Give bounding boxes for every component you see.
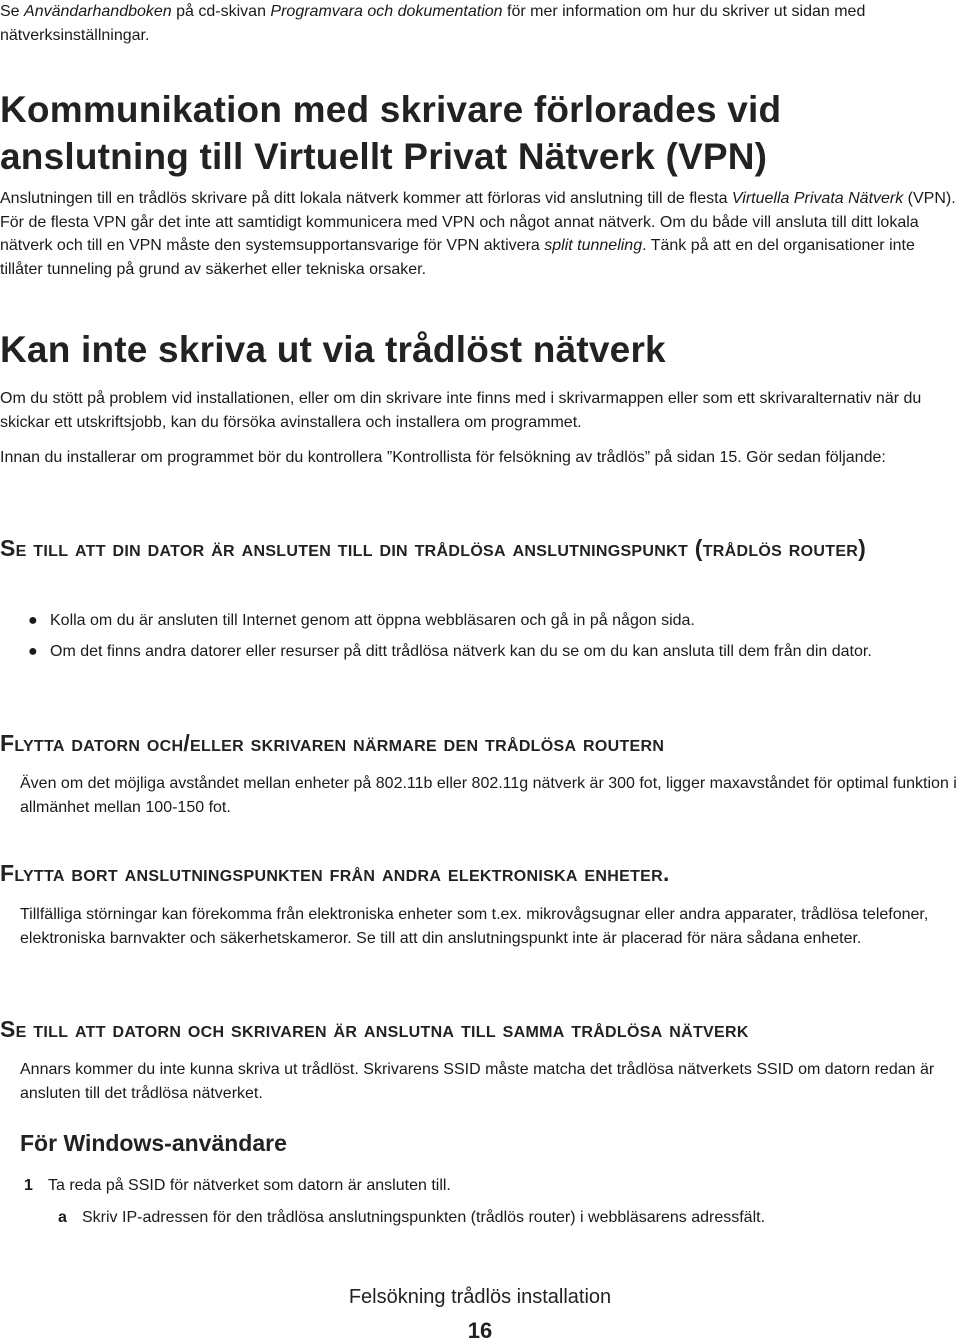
step-letter: a [58, 1209, 67, 1226]
wireless-heading: Kan inte skriva ut via trådlöst nätverk [0, 329, 666, 370]
vpn-heading: Kommunikation med skrivare förlorades vid anslutning till Virtuellt Privat Nätverk (VPN) [0, 89, 782, 177]
vpn-italic: split tunneling [544, 237, 643, 254]
bullet-icon: ● [28, 643, 38, 660]
section-3-text: Tillfälliga störningar kan förekomma från elektroniska enheter som t.ex. mikrovågsugnar eller andra apparater, trådlösa telefoner, elektroniska barnvakter och säkerhetskameror. Se till att din anslutningspunkt inte är placerad för nära sådana enheter. [20, 906, 929, 947]
intro-text: för mer information om hur du skriver ut sidan med nätverksinställningar. [0, 3, 866, 44]
bullet-text: Om det finns andra datorer eller resurser på ditt trådlösa nätverk kan du se om du kan ansluta till dem från din dator. [50, 643, 872, 660]
intro-italic-title: Användarhandboken [24, 3, 172, 20]
footer-title: Felsökning trådlös installation [348, 1286, 612, 1308]
bullet-text: Kolla om du är ansluten till Internet genom att öppna webbläsaren och gå in på någon sida. [50, 612, 695, 629]
wireless-paragraph-1: Om du stött på problem vid installationen, eller om din skrivare inte finns med i skrivarmappen eller som ett skrivaralternativ när du skickar ett utskriftsjobb, kan du försöka avinstallera och installera om programmet. [0, 390, 922, 431]
vpn-text: . Tänk på att en del organisationer inte tillåter tunneling på grund av säkerhet eller tekniska orsaker. [0, 237, 915, 278]
section-3-heading: Flytta bort anslutningspunkten från andra elektroniska enheter. [0, 860, 670, 886]
vpn-text: (VPN). För de flesta VPN går det inte att samtidigt kommunicera med VPN och något annat nätverk. Om du både vill ansluta till ditt lokala nätverk och till en VPN måste den systemsupportansvarige för VPN aktivera [0, 190, 956, 254]
vpn-paragraph [0, 187, 958, 281]
step-number: 1 [24, 1177, 33, 1194]
intro-paragraph [0, 0, 958, 47]
windows-heading: För Windows-användare [20, 1130, 287, 1156]
vpn-text: Anslutningen till en trådlös skrivare på ditt lokala nätverk kommer att förloras vid anslutning till de flesta [0, 190, 732, 207]
vpn-italic: Virtuella Privata Nätverk [731, 190, 904, 207]
section-2-text: Även om det möjliga avståndet mellan enheter på 802.11b eller 802.11g nätverk är 300 fot, ligger maxavståndet för optimal funktion i allmänhet mellan 100-150 fot. [20, 775, 957, 816]
step-text: Ta reda på SSID för nätverket som datorn är ansluten till. [48, 1177, 451, 1194]
intro-italic-title: Programvara och dokumentation [270, 3, 503, 20]
intro-text: på cd-skivan [171, 3, 271, 20]
bullet-icon: ● [28, 612, 38, 629]
wireless-paragraph-2: Innan du installerar om programmet bör du kontrollera ”Kontrollista för felsökning av trådlös” på sidan 15. Gör sedan följande: [0, 449, 886, 466]
page-number: 16 [467, 1318, 493, 1343]
section-2-heading: Flytta datorn och/eller skrivaren närmare den trådlösa routern [0, 730, 665, 756]
intro-text: Se [0, 3, 25, 20]
step-text: Skriv IP-adressen för den trådlösa anslutningspunkten (trådlös router) i webbläsarens adressfält. [82, 1209, 766, 1226]
section-4-heading: Se till att datorn och skrivaren är anslutna till samma trådlösa nätverk [0, 1016, 749, 1042]
section-1-heading: Se till att din dator är ansluten till din trådlösa anslutningspunkt (trådlös router) [0, 535, 867, 561]
section-4-text: Annars kommer du inte kunna skriva ut trådlöst. Skrivarens SSID måste matcha det trådlösa nätverkets SSID om datorn redan är ansluten till det trådlösa nätverket. [20, 1061, 935, 1102]
